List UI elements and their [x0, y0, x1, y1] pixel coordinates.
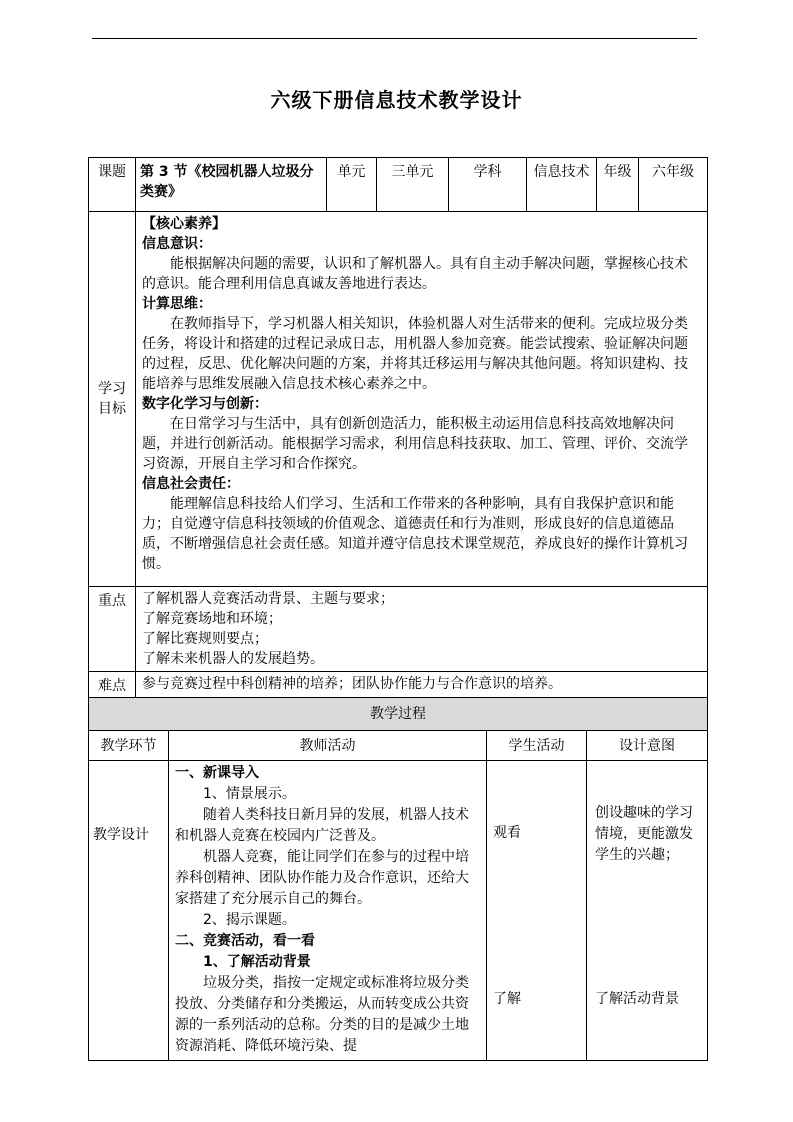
- subject-value: 信息技术: [527, 158, 597, 212]
- student-activity-2: 了解: [493, 991, 521, 1007]
- col-stage: 教学环节: [89, 731, 169, 761]
- design-intent-cell: [587, 761, 708, 1061]
- design-intent-2: 了解活动背景: [595, 991, 679, 1007]
- teacher-para-2: 机器人竞赛，能让同学们在参与的过程中培养科创精神、团队协作能力及合作意识，还给大家搭建了充分展示自己的舞台。: [175, 849, 469, 907]
- obj-heading-4: 信息社会责任：: [142, 476, 240, 492]
- unit-value: 三单元: [377, 158, 449, 212]
- student-activity-1: 观看: [493, 825, 521, 841]
- obj-text-2: 在教师指导下，学习机器人相关知识，体验机器人对生活带来的便利。完成垃圾分类任务，将设计和搭建的过程记录成日志，用机器人参加竞赛。能尝试搜索、验证解决问题的过程，反思、优化解决问题的方案，并将其迁移运用与解决其他问题。将知识建构、技能培养与思维发展融入信息技术核心素养之中。: [142, 316, 688, 392]
- label-difficulty: 难点: [89, 672, 136, 701]
- obj-text-3: 在日常学习与生活中，具有创新创造活力，能积极主动运用信息科技高效地解决问题，并进行创新活动。能根据学习需求，利用信息科技获取、加工、管理、评价、交流学习资源，开展自主学习和合作探究。: [142, 416, 688, 472]
- teacher-para-3: 垃圾分类，指按一定规定或标准将垃圾分类投放、分类储存和分类搬运，从而转变成公共资源的一系列活动的总称。分类的目的是减少土地资源消耗、降低环境污染、提: [175, 975, 469, 1054]
- label-unit: 单元: [327, 158, 377, 212]
- teacher-step-1: 1、情景展示。: [203, 786, 296, 802]
- obj-heading-3: 数字化学习与创新：: [142, 396, 268, 412]
- lesson-info-table: [88, 157, 708, 701]
- obj-heading-2: 计算思维：: [142, 296, 212, 312]
- obj-heading-1: 信息意识：: [142, 236, 212, 252]
- student-activity-cell: [487, 761, 587, 1061]
- key-point-item: 了解比赛规则要点；: [142, 631, 268, 647]
- label-grade: 年级: [597, 158, 639, 212]
- teaching-process-table: [88, 697, 708, 1061]
- obj-text-1: 能根据解决问题的需要，认识和了解机器人。具有自主动手解决问题，掌握核心技术的意识。能合理利用信息真诚友善地进行表达。: [142, 256, 688, 292]
- header-rule: [92, 38, 697, 39]
- teacher-activity-cell: [169, 761, 487, 1061]
- label-subject: 学科: [449, 158, 527, 212]
- teacher-heading-3: 1、了解活动背景: [203, 954, 311, 970]
- objectives-cell: [136, 212, 708, 587]
- process-header: 教学过程: [89, 698, 708, 731]
- key-points-cell: [136, 587, 708, 672]
- stage-cell: 教学设计: [89, 761, 169, 1061]
- label-topic: 课题: [89, 158, 136, 212]
- key-point-item: 了解机器人竞赛活动背景、主题与要求；: [142, 591, 394, 607]
- design-intent-1: 创设趣味的学习情境，更能激发学生的兴趣；: [595, 805, 693, 863]
- col-teacher: 教师活动: [169, 731, 487, 761]
- teacher-para-1: 随着人类科技日新月异的发展，机器人技术和机器人竞赛在校园内广泛普及。: [175, 807, 469, 844]
- key-point-item: 了解未来机器人的发展趋势。: [142, 651, 324, 667]
- col-student: 学生活动: [487, 731, 587, 761]
- teacher-heading-1: 一、新课导入: [175, 765, 259, 781]
- teacher-step-2: 2、揭示课题。: [203, 912, 296, 928]
- label-objectives-text: 学习目标: [98, 381, 126, 417]
- grade-value: 六年级: [639, 158, 708, 212]
- key-point-item: 了解竞赛场地和环境；: [142, 611, 282, 627]
- label-objectives: [89, 212, 136, 587]
- teacher-heading-2: 二、竞赛活动，看一看: [175, 933, 315, 949]
- document-title: 六级下册信息技术教学设计: [270, 88, 523, 112]
- difficulty-text: 参与竞赛过程中科创精神的培养；团队协作能力与合作意识的培养。: [136, 672, 708, 701]
- col-intent: 设计意图: [587, 731, 708, 761]
- obj-text-4: 能理解信息科技给人们学习、生活和工作带来的各种影响，具有自我保护意识和能力；自觉遵守信息科技领域的价值观念、道德责任和行为准则，形成良好的信息道德品质，不断增强信息社会责任感。知道并遵守信息技术课堂规范，养成良好的操作计算机习惯。: [142, 496, 688, 572]
- topic-value: 第 3 节《校园机器人垃圾分类赛》: [136, 158, 327, 212]
- core-heading: 【核心素养】: [142, 216, 226, 232]
- label-key-points: 重点: [89, 587, 136, 672]
